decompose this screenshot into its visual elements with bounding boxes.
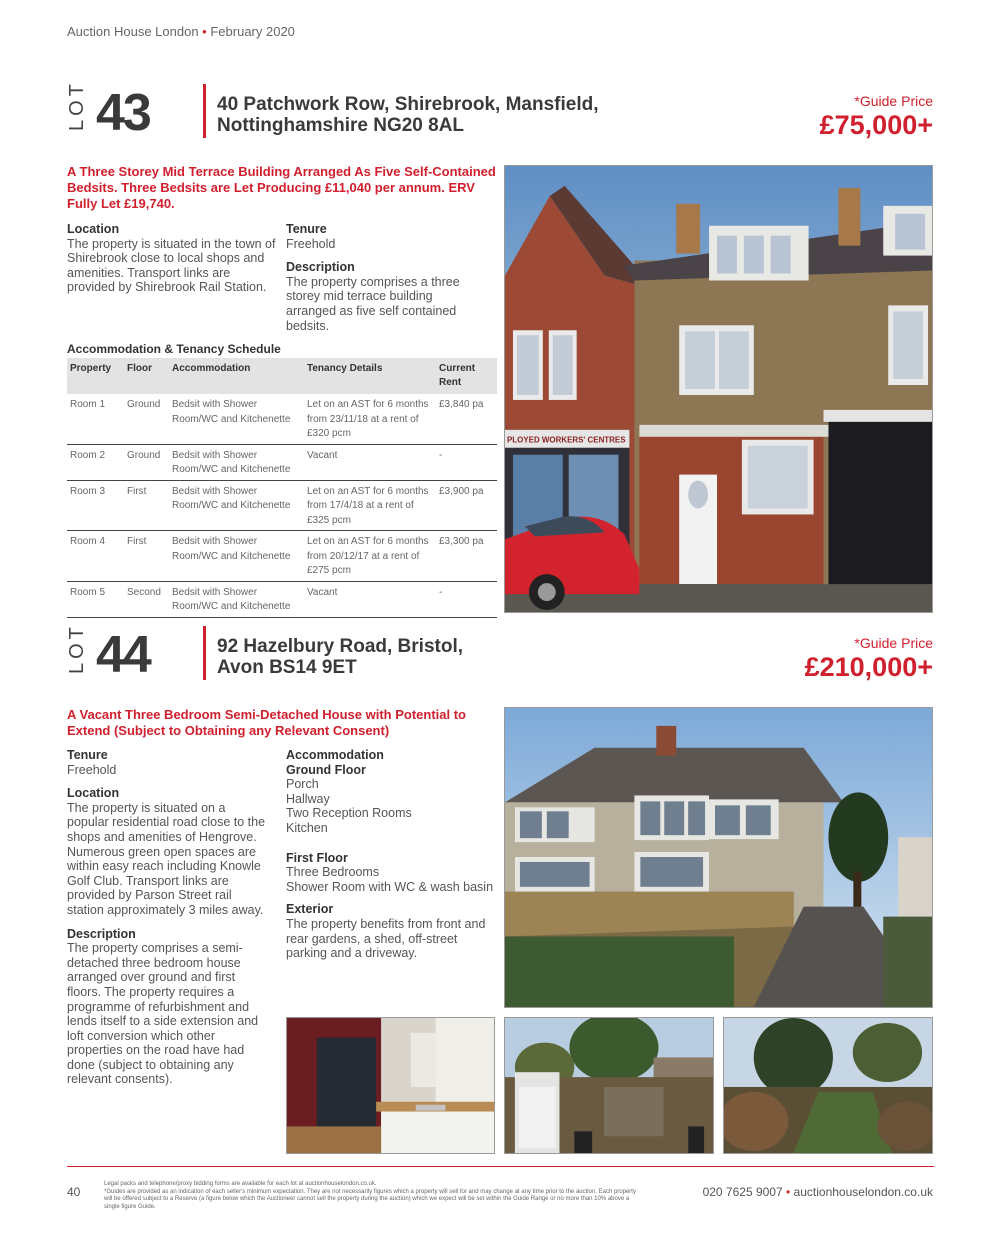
exterior-heading: Exterior xyxy=(286,902,334,917)
lot-address xyxy=(217,94,599,136)
table-cell: Ground xyxy=(124,444,169,480)
location-block xyxy=(67,222,279,295)
table-cell: First xyxy=(124,531,169,582)
location-text: The property is situated on a popular residential road close to the shops and amenities of Hengrove. Numerous green open spaces are within easy reach including Knowle Golf Club. Transport links are provided by Parson Street rail station approximately 3 miles away. xyxy=(67,800,266,917)
description-heading: Description xyxy=(67,926,136,941)
table-cell: Room 1 xyxy=(67,394,124,444)
room-item: Three Bedrooms xyxy=(286,865,380,880)
footer-rule xyxy=(67,1166,934,1167)
page-number: 40 xyxy=(67,1185,81,1199)
table-cell: Bedsit with Shower Room/WC and Kitchenette xyxy=(169,581,304,617)
exterior-text: The property benefits from front and rear gardens, a shed, off-street parking and a driveway. xyxy=(286,916,486,961)
lot-number: 44 xyxy=(96,626,150,684)
lot-number: 43 xyxy=(96,84,150,142)
table-cell: Let on an AST for 6 months from 20/12/17 at a rent of £275 pcm xyxy=(304,531,436,582)
table-row xyxy=(67,531,497,582)
lot-label: LOT xyxy=(66,623,88,674)
lot-divider xyxy=(203,626,206,680)
table-cell: £3,840 pa xyxy=(436,394,497,444)
table-row xyxy=(67,581,497,617)
table-cell: Second xyxy=(124,581,169,617)
lot-43-property-photo xyxy=(504,165,933,613)
table-cell: Room 2 xyxy=(67,444,124,480)
description-text: The property comprises a three storey mid terrace building arranged as five self contained bedsits. xyxy=(286,274,460,333)
table-cell: Bedsit with Shower Room/WC and Kitchenette xyxy=(169,394,304,444)
schedule-title: Accommodation & Tenancy Schedule xyxy=(67,342,281,356)
table-cell: Bedsit with Shower Room/WC and Kitchenette xyxy=(169,480,304,531)
tenure-text: Freehold xyxy=(286,236,336,251)
address-line-1: 92 Hazelbury Road, Bristol, xyxy=(217,636,464,657)
table-cell: Room 4 xyxy=(67,531,124,582)
ground-floor-heading: Ground Floor xyxy=(286,762,366,777)
legal-line-1: Legal packs and telephone/proxy bidding forms are available for each lot at auctionhouselondon.co.uk. xyxy=(104,1181,377,1187)
guide-price-label: *Guide Price xyxy=(854,93,933,109)
location-heading: Location xyxy=(67,786,120,801)
guide-price-label: *Guide Price xyxy=(854,635,933,651)
lot-headline: A Three Storey Mid Terrace Building Arranged As Five Self-Contained Bedsits. Three Bedsits are Let Producing £11,040 per annum. ERV Fully Let £19,740. xyxy=(67,164,496,211)
table-cell: First xyxy=(124,480,169,531)
issue-date: February 2020 xyxy=(210,24,295,39)
table-cell: Let on an AST for 6 months from 17/4/18 at a rent of £325 pcm xyxy=(304,480,436,531)
room-item: Hallway xyxy=(286,791,330,806)
tenure-heading: Tenure xyxy=(286,222,327,236)
table-cell: Ground xyxy=(124,394,169,444)
kitchen-photo xyxy=(286,1017,495,1154)
legal-notice xyxy=(104,1181,644,1211)
contact-separator: • xyxy=(786,1185,791,1199)
location-heading: Location xyxy=(67,222,120,236)
tenancy-schedule-table xyxy=(67,358,497,618)
guide-price: £75,000+ xyxy=(819,110,933,140)
rear-garden-photo xyxy=(504,1017,714,1154)
table-row xyxy=(67,480,497,531)
table-cell: £3,300 pa xyxy=(436,531,497,582)
publisher-name: Auction House London xyxy=(67,24,199,39)
address-line-2: Nottinghamshire NG20 8AL xyxy=(217,115,465,136)
legal-line-2: *Guides are provided as an indication of each seller's minimum expectation. They are not necessarily figures which a property will sell for and may change at any time prior to the auction. Each property will be offered subject to a Reserve (a figure below which the Auctioneer cannot sell the property during the auction) which we expect will be set within the Guide Range or no more than 10% above a single figure Guide. xyxy=(104,1188,636,1210)
table-cell: - xyxy=(436,581,497,617)
description-heading: Description xyxy=(286,260,355,275)
accommodation-heading: Accommodation xyxy=(286,748,384,762)
address-line-2: Avon BS14 9ET xyxy=(217,657,357,678)
header-separator: • xyxy=(202,24,207,39)
table-cell: £3,900 pa xyxy=(436,480,497,531)
website-link[interactable]: auctionhouselondon.co.uk xyxy=(793,1185,933,1199)
tenure-description-block xyxy=(286,222,486,333)
table-row xyxy=(67,394,497,444)
room-item: Two Reception Rooms xyxy=(286,806,412,821)
table-row xyxy=(67,444,497,480)
column-header: Current Rent xyxy=(436,358,497,394)
first-floor-heading: First Floor xyxy=(286,850,348,865)
column-header: Accommodation xyxy=(169,358,304,394)
table-cell: - xyxy=(436,444,497,480)
tenure-location-description-block xyxy=(67,748,267,1087)
room-item: Kitchen xyxy=(286,820,328,835)
page-header xyxy=(67,24,295,39)
phone-number[interactable]: 020 7625 9007 xyxy=(702,1185,783,1199)
lot-headline: A Vacant Three Bedroom Semi-Detached House with Potential to Extend (Subject to Obtaining any Relevant Consent) xyxy=(67,707,466,738)
description-text: The property comprises a semi-detached three bedroom house arranged over ground and first floors. The property requires a programme of refurbishment and lends itself to a side extension and loft conversion which other properties on the road have had done (subject to obtaining any relevant consents). xyxy=(67,941,259,1087)
lot-44-property-photo xyxy=(504,707,933,1008)
room-item: Shower Room with WC & wash basin xyxy=(286,879,494,894)
table-cell: Let on an AST for 6 months from 23/11/18 at a rent of £320 pcm xyxy=(304,394,436,444)
guide-price: £210,000+ xyxy=(804,652,933,682)
accommodation-block xyxy=(286,748,496,961)
table-cell: Vacant xyxy=(304,444,436,480)
table-header-row xyxy=(67,358,497,394)
table-cell: Room 3 xyxy=(67,480,124,531)
location-text: The property is situated in the town of Shirebrook close to local shops and amenities. Transport links are provided by Shirebrook Rail Station. xyxy=(67,236,276,295)
lot-address xyxy=(217,636,463,678)
garden-photo xyxy=(723,1017,933,1154)
column-header: Tenancy Details xyxy=(304,358,436,394)
column-header: Floor xyxy=(124,358,169,394)
lot-label: LOT xyxy=(66,80,88,131)
table-cell: Room 5 xyxy=(67,581,124,617)
lot-divider xyxy=(203,84,206,138)
table-cell: Vacant xyxy=(304,581,436,617)
column-header: Property xyxy=(67,358,124,394)
table-cell: Bedsit with Shower Room/WC and Kitchenette xyxy=(169,531,304,582)
tenure-heading: Tenure xyxy=(67,748,108,762)
room-item: Porch xyxy=(286,777,319,792)
table-cell: Bedsit with Shower Room/WC and Kitchenette xyxy=(169,444,304,480)
shop-sign-text: PLOYED WORKERS' CENTRES xyxy=(506,435,626,445)
tenure-text: Freehold xyxy=(67,762,117,777)
contact-info xyxy=(703,1185,933,1199)
address-line-1: 40 Patchwork Row, Shirebrook, Mansfield, xyxy=(217,94,599,115)
